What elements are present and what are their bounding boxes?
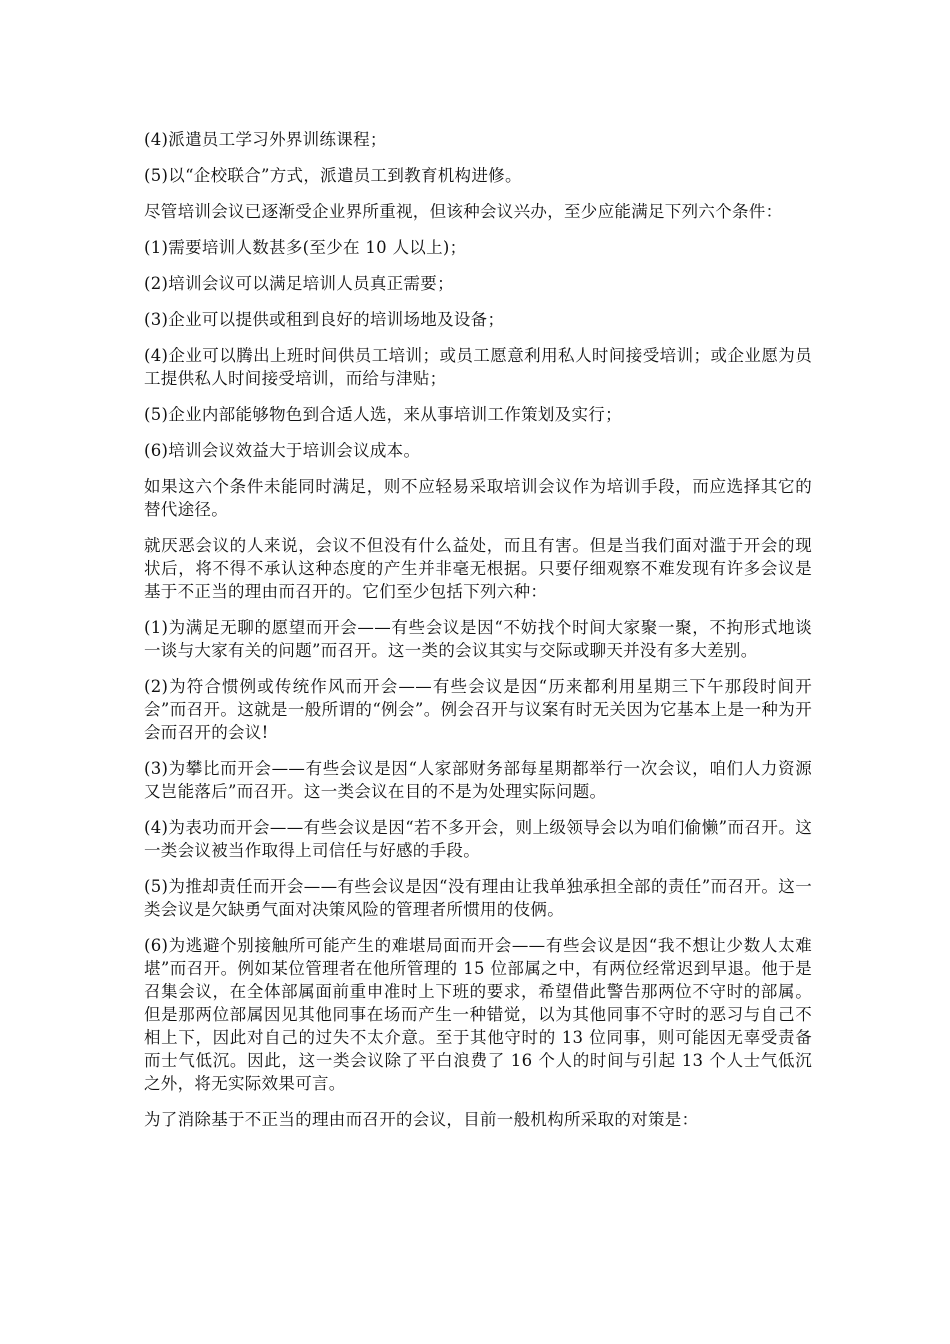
paragraph-condition-4: (4)企业可以腾出上班时间供员工培训；或员工愿意利用私人时间接受培训；或企业愿为员工提供私人时间接受培训，而给与津贴； [144,346,812,388]
paragraph-item-4-training-courses: (4)派遣员工学习外界训练课程； [144,130,387,149]
paragraph-condition-1: (1)需要培训人数甚多(至少在 10 人以上)； [144,238,467,257]
paragraph-conditions-conclusion: 如果这六个条件未能同时满足，则不应轻易采取培训会议作为培训手段，而应选择其它的替代途径。 [144,477,812,519]
paragraph-condition-2: (2)培训会议可以满足培训人员真正需要； [144,274,454,293]
paragraph-reason-6: (6)为逃避个别接触所可能产生的难堪局面而开会——有些会议是因“我不想让少数人太难堪”而召开。例如某位管理者在他所管理的 15 位部属之中，有两位经常迟到早退。他于是召集会议，在全体部属面前重申准时上下班的要求，希望借此警告那两位不守时的部属。但是那两位部属因见其他同事在场而产生一种错觉，以为其他同事不守时的恶习与自己不相上下，因此对自己的过失不太介意。至于其他守时的 13 位同事，则可能因无辜受责备而士气低沉。因此，这一类会议除了平白浪费了 16 个人的时间与引起 13 个人士气低沉之外，将无实际效果可言。 [144,936,812,1093]
paragraph-condition-6: (6)培训会议效益大于培训会议成本。 [144,441,421,460]
paragraph-item-5-school-enterprise: (5)以“企校联合”方式，派遣员工到教育机构进修。 [144,166,522,185]
paragraph-reason-3: (3)为攀比而开会——有些会议是因“人家部财务部每星期都举行一次会议，咱们人力资源又岂能落后”而召开。这一类会议在目的不是为处理实际问题。 [144,759,812,801]
paragraph-countermeasures-intro: 为了消除基于不正当的理由而召开的会议，目前一般机构所采取的对策是： [144,1110,699,1129]
paragraph-reason-4: (4)为表功而开会——有些会议是因“若不多开会，则上级领导会以为咱们偷懒”而召开。这一类会议被当作取得上司信任与好感的手段。 [144,818,812,860]
paragraph-condition-3: (3)企业可以提供或租到良好的培训场地及设备； [144,310,505,329]
paragraph-condition-5: (5)企业内部能够物色到合适人选，来从事培训工作策划及实行； [144,405,622,424]
document-body [144,128,812,1144]
paragraph-reason-1: (1)为满足无聊的愿望而开会——有些会议是因“不妨找个时间大家聚一聚，不拘形式地谈一谈与大家有关的问题”而召开。这一类的会议其实与交际或聊天并没有多大差别。 [144,618,812,660]
paragraph-reason-5: (5)为推却责任而开会——有些会议是因“没有理由让我单独承担全部的责任”而召开。这一类会议是欠缺勇气面对决策风险的管理者所惯用的伎俩。 [144,877,812,919]
paragraph-reason-2: (2)为符合惯例或传统作风而开会——有些会议是因“历来都利用星期三下午那段时间开会”而召开。这就是一般所谓的“例会”。例会召开与议案有时无关因为它基本上是一种为开会而召开的会议! [144,677,812,742]
paragraph-six-conditions-intro: 尽管培训会议已逐渐受企业界所重视，但该种会议兴办，至少应能满足下列六个条件： [144,202,783,221]
paragraph-improper-meetings-intro: 就厌恶会议的人来说，会议不但没有什么益处，而且有害。但是当我们面对滥于开会的现状后，将不得不承认这种态度的产生并非毫无根据。只要仔细观察不难发现有许多会议是基于不正当的理由而召开的。它们至少包括下列六种： [144,536,812,601]
